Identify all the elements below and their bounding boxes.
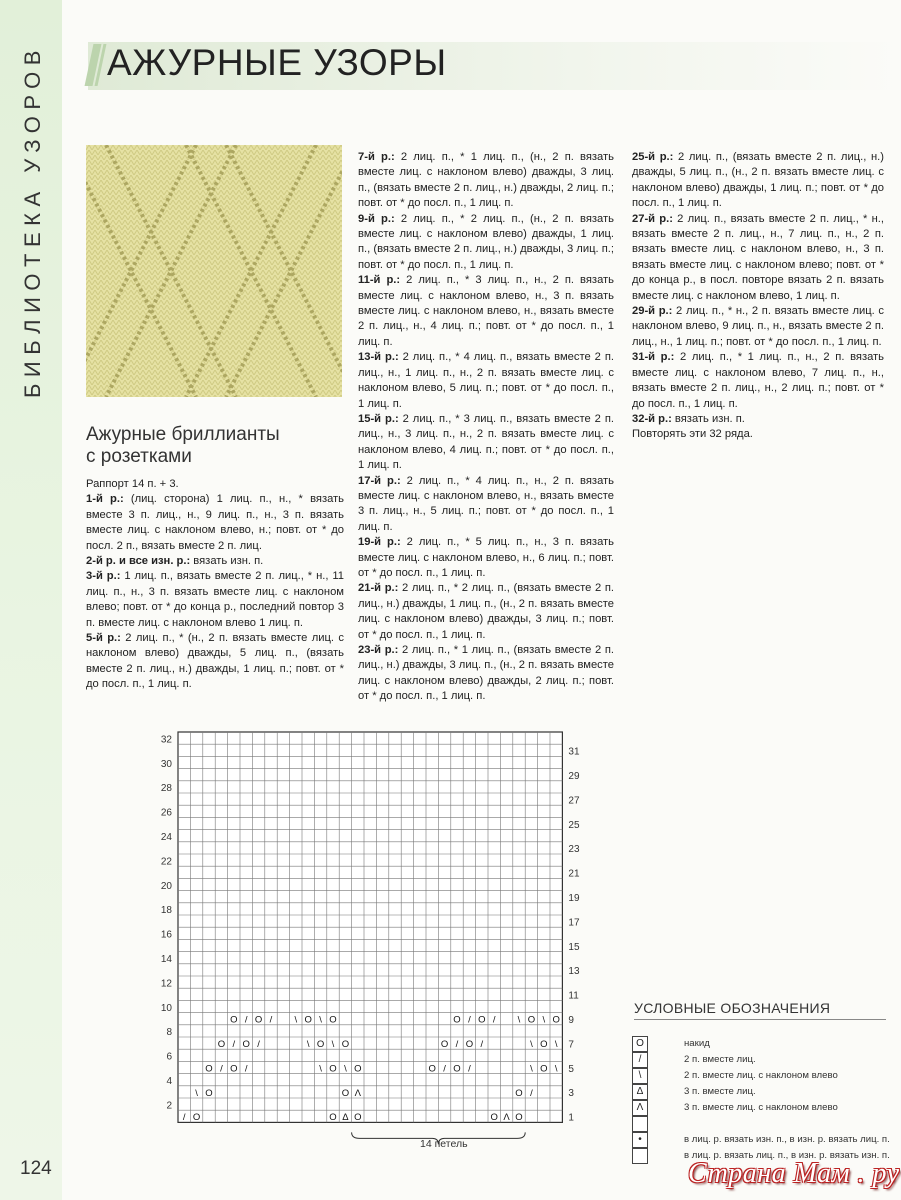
stitch-symbol: O (329, 1063, 337, 1075)
stitch-symbol: \ (542, 1014, 546, 1026)
row-text: 2 лиц. п., * (н., 2 п. вязать вместе лиц. с наклоном влево) дважды, 5 лиц. п., (вязать вместе 2 п. лиц., н.) дважды, 1 лиц. п.; повт. от * до посл. п., 1 лиц. п. (86, 632, 344, 691)
stitch-symbol: O (428, 1063, 436, 1075)
row-label: 5-й р.: (86, 632, 121, 645)
stitch-symbol: / (220, 1063, 223, 1075)
instruction-row (632, 412, 884, 427)
row-text: вязать изн. п. (671, 412, 745, 425)
row-text: 2 лиц. п., * 4 лиц. п., н., 2 п. вязать вместе лиц. с наклоном влево, н., вязать вместе 3 п. лиц., н., 5 лиц. п.; повт. от * до посл. п., 1 лиц. п. (358, 474, 614, 533)
stitch-symbol: / (244, 1063, 248, 1075)
stitch-symbol: O (192, 1112, 201, 1124)
row-number-left: 12 (160, 978, 172, 990)
row-label: 11-й р.: (358, 274, 401, 287)
row-number-right: 31 (568, 746, 580, 758)
instruction-row (632, 304, 884, 350)
stitch-symbol: O (304, 1014, 312, 1026)
stitch-symbol: \ (517, 1014, 521, 1026)
row-text: вязать изн. п. (190, 555, 264, 568)
stitch-symbol: O (341, 1039, 350, 1051)
stitch-symbol: O (354, 1112, 362, 1124)
row-number-right: 7 (568, 1039, 574, 1051)
page-number: 124 (20, 1158, 52, 1179)
rapport-text: Раппорт 14 п. + 3. (86, 478, 179, 490)
row-text: 2 лиц. п., * 4 лиц. п., вязать вместе 2 п. лиц., н., 1 лиц. п., н., 2 п. вязать вместе лиц. с наклоном влево, 5 лиц. п.; повт. от * до посл. п., 1 лиц. п. (358, 351, 614, 410)
row-label: 23-й р.: (358, 644, 399, 656)
row-number-right: 23 (568, 844, 580, 856)
row-label: 32-й р.: (632, 412, 672, 425)
stitch-symbol: / (443, 1063, 446, 1075)
legend-symbol: / (632, 1052, 648, 1068)
row-label: 29-й р.: (632, 305, 673, 318)
row-label: 17-й р.: (358, 474, 401, 487)
stitch-symbol: O (552, 1014, 560, 1026)
row-text: 2 лиц. п., * 1 лиц. п., н., 2 п. вязать вместе лиц. с наклоном влево, 7 лиц. п., н., вязать вместе 2 п. лиц., н., 2 лиц. п.; повт. от * до посл. п., 1 лиц. п. (632, 351, 885, 410)
stitch-symbol: O (341, 1087, 350, 1099)
row-number-right: 13 (568, 966, 580, 978)
instruction-row (358, 212, 614, 274)
row-label: 15-й р.: (358, 412, 399, 425)
stitch-symbol: / (480, 1039, 484, 1051)
instruction-row (86, 569, 344, 631)
instruction-row (358, 535, 614, 581)
instruction-row (358, 273, 614, 350)
stitch-symbol: O (205, 1063, 213, 1075)
stitch-symbol: O (515, 1087, 523, 1099)
row-text: 2 лиц. п., * 3 лиц. п., вязать вместе 2 п. лиц., н., 3 лиц. п., н., 2 п. вязать вместе лиц. с наклоном влево, 4 лиц. п.; повт. от * до посл. п., 1 лиц. п. (358, 412, 614, 472)
row-number-right: 25 (568, 819, 580, 831)
row-number-left: 32 (160, 734, 172, 746)
instruction-row (86, 631, 344, 693)
stitch-symbol: Λ (354, 1087, 361, 1099)
stitch-symbol: O (478, 1014, 486, 1026)
stitch-symbol: O (527, 1014, 536, 1026)
stitch-symbol: / (530, 1087, 533, 1099)
stitch-symbol: / (244, 1014, 248, 1026)
row-number-left: 8 (166, 1027, 172, 1039)
repeat-note: Повторять эти 32 ряда. (632, 428, 753, 441)
stitch-symbol: / (468, 1063, 471, 1075)
pattern-name-line1: Ажурные бриллианты (86, 424, 280, 445)
legend-symbol: \ (632, 1068, 648, 1084)
legend-symbol (632, 1116, 648, 1132)
stitch-symbol: Λ (503, 1112, 510, 1124)
stitch-symbol: / (455, 1039, 459, 1051)
legend-label: 2 п. вместе лиц. с наклоном влево (684, 1070, 838, 1081)
instructions-column-1 (86, 477, 344, 693)
row-number-left: 28 (160, 783, 172, 795)
row-label: 27-й р.: (632, 212, 673, 225)
knitting-chart (150, 720, 590, 1160)
row-number-right: 5 (568, 1063, 574, 1075)
row-number-right: 17 (568, 917, 580, 929)
legend-label: 3 п. вместе лиц. с наклоном влево (684, 1102, 838, 1113)
row-label: 13-й р.: (358, 351, 399, 364)
row-text: 2 лиц. п., (вязать вместе 2 п. лиц., н.) дважды, 5 лиц. п., (н., 2 п. вязать вместе лиц. с наклоном влево) дважды, 1 лиц. п.; повт. от * до посл. п., 1 лиц. п. (632, 151, 884, 210)
stitch-symbol: O (440, 1039, 449, 1051)
row-number-right: 27 (568, 795, 580, 807)
row-number-left: 26 (160, 807, 172, 819)
stitch-symbol: O (329, 1112, 337, 1124)
row-number-left: 14 (160, 953, 172, 965)
watermark-logo: Страна Мам . ру (688, 1158, 900, 1189)
row-number-right: 9 (568, 1014, 574, 1026)
row-number-left: 24 (160, 831, 172, 843)
instruction-row (358, 412, 614, 474)
instruction-row (86, 554, 344, 569)
row-text: 2 лиц. п., * н., 2 п. вязать вместе лиц. с наклоном влево, 9 лиц. п., н., вязать вместе 2 п. лиц., н., 1 лиц. п.; повт. от * до посл. п., 1 лиц. п. (632, 305, 885, 348)
row-number-left: 6 (166, 1051, 172, 1063)
row-number-left: 18 (160, 905, 172, 917)
stitch-symbol: \ (294, 1014, 298, 1026)
row-number-left: 2 (166, 1100, 172, 1112)
stitch-symbol: O (453, 1063, 461, 1075)
stitch-symbol: Δ (342, 1112, 349, 1124)
row-text: 2 лиц. п., * 1 лиц. п., (вязать вместе 2 п. лиц., н.) дважды, 3 лиц. п., (н., 2 п. вязать вместе лиц. с наклоном влево) дважды, 2 лиц. п.; повт. от * до посл. п., 1 лиц. п. (358, 644, 615, 703)
page-title: АЖУРНЫЕ УЗОРЫ (107, 42, 447, 83)
legend-symbol: Δ (632, 1084, 648, 1100)
legend-symbol: • (632, 1132, 648, 1148)
legend-label: 2 п. вместе лиц. (684, 1054, 756, 1065)
instruction-row (632, 212, 884, 304)
row-label: 1-й р.: (86, 493, 124, 506)
stitch-symbol: O (254, 1014, 263, 1026)
stitch-symbol: O (217, 1039, 226, 1051)
stitch-symbol: / (492, 1014, 496, 1026)
stitch-symbol: / (468, 1014, 471, 1026)
row-number-right: 29 (568, 770, 580, 782)
row-label: 7-й р.: (358, 151, 395, 163)
row-label: 3-й р.: (86, 570, 121, 583)
stitch-symbol: \ (319, 1014, 322, 1026)
row-number-left: 10 (160, 1002, 172, 1014)
legend-title: УСЛОВНЫЕ ОБОЗНАЧЕНИЯ (634, 1000, 831, 1016)
stitch-symbol: O (465, 1039, 474, 1051)
section-label (20, 358, 46, 398)
stitch-symbol: O (230, 1014, 238, 1026)
legend-label: в лиц. р. вязать лиц. п., в изн. р. вязать изн. п. (684, 1150, 890, 1161)
legend-symbol (632, 1148, 648, 1164)
row-text: 2 лиц. п., вязать вместе 2 п. лиц., * н., вязать вместе 2 п. лиц., н., 7 лиц. п., н., 2 п. вязать вместе лиц. с наклоном влево, н., 3 п. вязать вместе лиц. с наклоном влево; повт. от * до конца р., в посл. повторе вязать 2 п. вязать вместе лиц. с наклоном влево, 1 лиц. п. (632, 212, 885, 302)
stitch-symbol: O (329, 1014, 337, 1026)
stitch-symbol: O (316, 1039, 325, 1051)
row-label: 9-й р.: (358, 212, 395, 225)
row-number-right: 1 (568, 1112, 574, 1124)
row-label: 25-й р.: (632, 151, 674, 163)
stitch-symbol: / (232, 1039, 236, 1051)
stitch-symbol: O (490, 1112, 498, 1124)
stitch-symbol: O (230, 1063, 238, 1075)
row-label: 2-й р. и все изн. р.: (86, 555, 191, 568)
stitch-symbol: \ (554, 1063, 558, 1075)
stitch-symbol: / (182, 1112, 186, 1124)
row-number-right: 11 (568, 990, 579, 1002)
stitch-symbol: \ (530, 1063, 533, 1075)
row-text: 1 лиц. п., вязать вместе 2 п. лиц., * н., 11 лиц. п., н., 3 п. вязать вместе лиц. с наклоном влево; повт. от * до конца р., последний повтор 3 п. вместе лиц. с наклоном влево 1 лиц. п. (86, 570, 344, 629)
stitch-symbol: \ (319, 1063, 322, 1075)
stitch-symbol: \ (331, 1039, 335, 1051)
instruction-row (358, 643, 614, 705)
instruction-row (358, 581, 614, 643)
repeat-width-label: 14 петель (420, 1138, 468, 1150)
row-number-left: 16 (160, 929, 172, 941)
row-number-left: 30 (160, 758, 172, 770)
stitch-symbol: \ (530, 1039, 533, 1051)
row-text: 2 лиц. п., * 3 лиц. п., н., 2 п. вязать вместе лиц. с наклоном влево, н., 3 п. вязать вместе лиц. с наклоном влево, н., вязать вместе 2 п. лиц., н., 4 лиц. п.; повт. от * до посл. п., 1 лиц. п. (358, 274, 614, 348)
row-text: 2 лиц. п., * 1 лиц. п., (н., 2 п. вязать вместе лиц. с наклоном влево) дважды, 3 лиц. п., (вязать вместе 2 п. лиц., н.) дважды, 2 лиц. п.; повт. от * до посл. п., 1 лиц. п. (358, 151, 614, 210)
instruction-row (632, 350, 884, 412)
row-text: 2 лиц. п., * 2 лиц. п., (н., 2 п. вязать вместе лиц. с наклоном влево) дважды, 1 лиц. п., (вязать вместе 2 п. лиц., н.) дважды, 3 лиц. п.; повт. от * до посл. п., 1 лиц. п. (358, 212, 614, 271)
instruction-row (358, 350, 614, 412)
pattern-name-line2: с розетками (86, 446, 192, 467)
instruction-row (358, 150, 614, 212)
row-number-right: 3 (568, 1088, 574, 1100)
legend-label: 3 п. вместе лиц. (684, 1086, 756, 1097)
stitch-symbol: O (540, 1039, 548, 1051)
legend-divider (634, 1019, 886, 1020)
row-number-right: 19 (568, 892, 580, 904)
stitch-symbol: / (269, 1014, 273, 1026)
row-text: 2 лиц. п., * 2 лиц. п., (вязать вместе 2 п. лиц., н.) дважды, 1 лиц. п., (н., 2 п. вязать вместе лиц. с наклоном влево) дважды, 3 лиц. п.; повт. от * до посл. п., 1 лиц. п. (358, 582, 615, 641)
stitch-symbol: \ (195, 1087, 198, 1099)
stitch-symbol: \ (306, 1039, 310, 1051)
instructions-column-2 (358, 150, 614, 705)
row-number-left: 20 (160, 880, 172, 892)
instruction-row (358, 474, 614, 536)
row-text: (лиц. сторона) 1 лиц. п., н., * вязать вместе 3 п. лиц., н., 9 лиц. п., н., 3 п. вязать вместе лиц. с наклоном влево, н.; повт. от * до посл. 2 п., вязать вместе 2 п. лиц. (86, 493, 344, 552)
knit-swatch-photo (86, 145, 342, 397)
row-number-left: 4 (166, 1075, 172, 1087)
stitch-symbol: O (354, 1063, 362, 1075)
stitch-symbol: O (205, 1087, 213, 1099)
instruction-row (632, 150, 884, 212)
row-number-right: 21 (568, 868, 580, 880)
stitch-symbol: / (257, 1039, 260, 1051)
legend-symbol: O (632, 1036, 648, 1052)
legend-symbol: Λ (632, 1100, 648, 1116)
legend-label: в лиц. р. вязать изн. п., в изн. р. вязать лиц. п. (684, 1134, 890, 1145)
stitch-symbol: O (540, 1063, 548, 1075)
row-number-right: 15 (568, 941, 580, 953)
stitch-symbol: O (453, 1014, 461, 1026)
stitch-symbol: O (242, 1039, 250, 1051)
legend-label: накид (684, 1038, 710, 1049)
row-text: 2 лиц. п., * 5 лиц. п., н., 3 п. вязать вместе лиц. с наклоном влево, н., 6 лиц. п.; повт. от * до посл. п., 1 лиц. п. (358, 536, 614, 579)
pattern-name (86, 424, 280, 468)
stitch-symbol: \ (344, 1063, 347, 1075)
row-label: 31-й р.: (632, 351, 675, 364)
instructions-column-3 (632, 150, 884, 443)
row-number-left: 22 (160, 856, 172, 868)
stitch-symbol: O (515, 1112, 523, 1124)
stitch-symbol: \ (554, 1039, 558, 1051)
row-label: 21-й р.: (358, 582, 399, 595)
instruction-row (86, 492, 344, 554)
row-label: 19-й р.: (358, 536, 401, 549)
